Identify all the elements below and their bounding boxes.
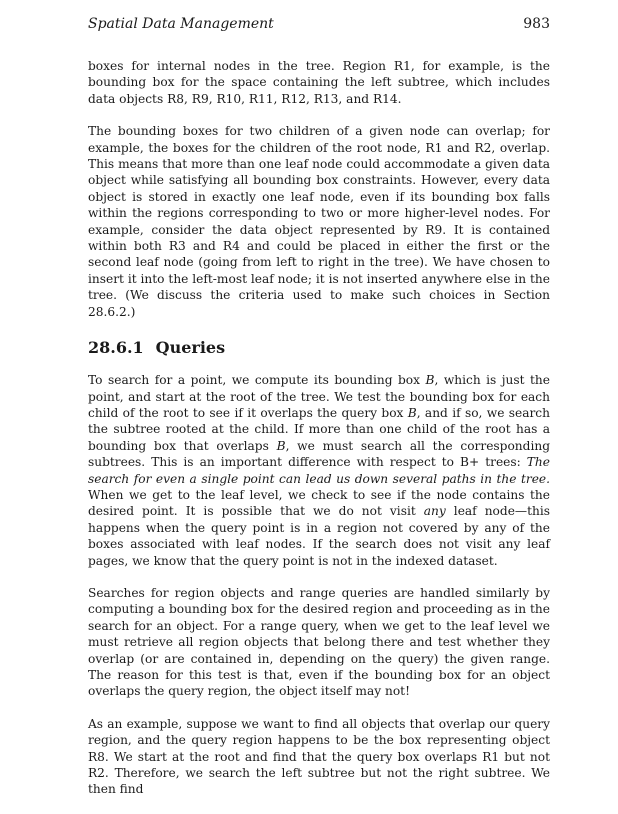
text-run: When we get to the leaf level, we check to see if the node contains the desired point. It is possible that we do not visit <box>88 487 550 519</box>
paragraph-example: As an example, suppose we want to find all objects that overlap our query region, and the query region happens to be the box representing object R8. We start at the root and find that the query box overlaps R1 but not R2. Therefore, we search the left subtree but not the right subtree. We then find <box>88 716 550 797</box>
text-run: leaf node—this happens when the query point is in a region not covered by any of the boxes associated with leaf nodes. If the search does not visit any leaf pages, we know that the query point is not in the indexed dataset. <box>88 504 550 568</box>
section-heading <box>88 338 550 358</box>
text-run: , which is just the point, and start at the root of the tree. We test the bounding box for each child of the root to see if it overlaps the query box <box>88 373 550 420</box>
text-run: , and if so, we search the subtree rooted at the child. If more than one child of the root has a bounding box that overlaps <box>88 405 550 453</box>
math-variable: B <box>276 438 286 453</box>
math-variable: B <box>425 373 435 388</box>
page-number: 983 <box>523 16 550 32</box>
text-run: , we must search all the corresponding subtrees. This is an important difference with respect to B+ trees: <box>88 438 551 470</box>
running-header <box>88 14 550 34</box>
paragraph-bounding-boxes-intro: boxes for internal nodes in the tree. Region R1, for example, is the bounding box for the space containing the left subtree, which includes data objects R8, R9, R10, R11, R12, R13, and R14. <box>88 59 550 106</box>
text-run: To search for a point, we compute its bounding box <box>88 373 426 388</box>
paragraph-point-search <box>88 372 550 569</box>
paragraph-range-queries: Searches for region objects and range queries are handled similarly by computing a bounding box for the desired region and proceeding as in the search for an object. For a range query, when we get to the leaf level we must retrieve all region objects that belong there and test whether they overlap (or are contained in, depending on the query) the given range. The reason for this test is that, even if the bounding box for an object overlaps the query region, the object itself may not! <box>88 585 550 699</box>
emphasized-text: any <box>423 504 446 519</box>
emphasized-text: The search for even a single point can lead us down several paths in the tree. <box>88 455 550 486</box>
section-title: Queries <box>155 338 226 358</box>
math-variable: B <box>407 405 417 420</box>
paragraph-overlap: The bounding boxes for two children of a given node can overlap; for example, the boxes for the children of the root node, R1 and R2, overlap. This means that more than one leaf node could accommodate a given data object while satisfying all bounding box constraints. However, every data object is stored in exactly one leaf node, even if its bounding box falls within the regions corresponding to two or more higher-level nodes. For example, consider the data object represented by R9. It is contained within both R3 and R4 and could be placed in either the first or the second leaf node (going from left to right in the tree). We have chosen to insert it into the left-most leaf node; it is not inserted anywhere else in the tree. (We discuss the criteria used to make such choices in Section 28.6.2.) <box>88 124 550 319</box>
body-text <box>88 58 550 814</box>
running-title: Spatial Data Management <box>88 16 274 32</box>
section-number: 28.6.1 <box>88 338 144 358</box>
